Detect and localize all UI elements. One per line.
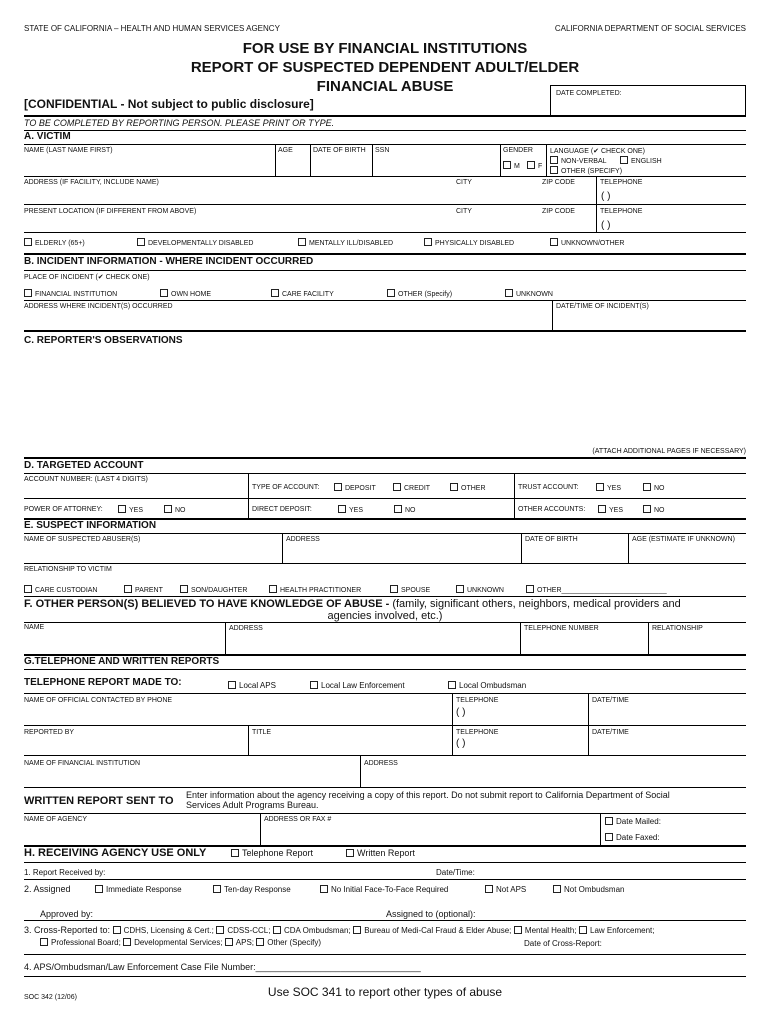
written-note-line1: Enter information about the agency receiving a copy of this report. Do not submit report to California Department of Social	[186, 790, 670, 800]
checkbox-icon	[298, 238, 306, 246]
other-telephone-label: TELEPHONE NUMBER	[524, 625, 599, 632]
date-cross-report-label: Date of Cross-Report:	[524, 939, 602, 948]
checkbox-icon	[216, 926, 224, 934]
rcv-tel-report-option[interactable]	[231, 848, 313, 858]
checkbox-icon	[124, 585, 132, 593]
place-unknown-option[interactable]	[505, 289, 553, 298]
tel-local-aps-option[interactable]	[228, 681, 276, 690]
spouse-label: SPOUSE	[401, 587, 431, 594]
cross-professional-option[interactable]	[40, 938, 121, 947]
language-other-label: OTHER (SPECIFY)	[561, 168, 623, 175]
checkbox-icon	[24, 289, 32, 297]
cross-aps-option[interactable]	[225, 938, 254, 947]
victim-city-label: CITY	[456, 179, 472, 186]
checkbox-icon	[160, 289, 168, 297]
rcv-tel-report-label: Telephone Report	[242, 848, 314, 858]
elderly-label: ELDERLY (65+)	[35, 240, 85, 247]
victim-elderly-option[interactable]	[24, 238, 85, 247]
place-care-facility-option[interactable]	[271, 289, 334, 298]
rel-spouse-option[interactable]	[390, 585, 430, 594]
written-note-line2: Services Adult Programs Bureau.	[186, 800, 319, 810]
section-h-heading: H. RECEIVING AGENCY USE ONLY	[24, 847, 207, 859]
received-datetime-label: Date/Time:	[436, 868, 475, 877]
trust-yes-option[interactable]	[596, 483, 621, 492]
tel-report-made-to: TELEPHONE REPORT MADE TO:	[24, 677, 182, 688]
place-other-label: OTHER (Specify)	[398, 291, 453, 298]
cross-other-option[interactable]	[256, 938, 321, 947]
cda-label: CDA Ombudsman;	[283, 926, 351, 935]
checkbox-icon	[390, 585, 398, 593]
cross-mental-option[interactable]	[514, 926, 577, 935]
checkbox-icon	[598, 505, 606, 513]
assigned-not-ombuds-option[interactable]	[553, 885, 624, 894]
checkbox-icon	[228, 681, 236, 689]
section-d-heading: D. TARGETED ACCOUNT	[24, 460, 144, 471]
local-ombuds-label: Local Ombudsman	[459, 681, 527, 690]
section-f-title: F. OTHER PERSON(S) BELIEVED TO HAVE KNOWLEDGE OF ABUSE -	[24, 598, 390, 610]
dd-no-option[interactable]	[394, 505, 416, 514]
english-label: ENGLISH	[631, 158, 662, 165]
date-mailed-option[interactable]	[605, 817, 661, 826]
agency-right: CALIFORNIA DEPARTMENT OF SOCIAL SERVICES	[554, 24, 746, 33]
assigned-immediate-option[interactable]	[95, 885, 182, 894]
language-label: LANGUAGE (✔ CHECK ONE)	[550, 148, 645, 155]
official-telephone-label: TELEPHONE	[456, 697, 499, 704]
checkbox-icon	[643, 505, 651, 513]
dd-no-label: NO	[405, 507, 416, 514]
present-location-label: PRESENT LOCATION (IF DIFFERENT FROM ABOVE)	[24, 208, 197, 215]
checkbox-icon	[424, 238, 432, 246]
checkbox-icon	[213, 885, 221, 893]
reported-datetime-label: DATE/TIME	[592, 729, 629, 736]
cdhs-label: CDHS, Licensing & Cert.;	[123, 926, 214, 935]
confidential-note: [CONFIDENTIAL - Not subject to public disclosure]	[24, 97, 314, 111]
date-faxed-label: Date Faxed:	[616, 833, 660, 842]
phys-disabled-label: PHYSICALLY DISABLED	[435, 240, 515, 247]
poa-label: POWER OF ATTORNEY:	[24, 506, 103, 513]
checkbox-icon	[123, 938, 131, 946]
account-credit-option[interactable]	[393, 483, 430, 492]
checkbox-icon	[40, 938, 48, 946]
instructions: TO BE COMPLETED BY REPORTING PERSON. PLEASE PRINT OR TYPE.	[24, 118, 335, 128]
checkbox-icon	[448, 681, 456, 689]
victim-phys-disabled-option[interactable]	[424, 238, 514, 247]
aps-label: APS;	[235, 938, 255, 947]
checkbox-icon	[550, 238, 558, 246]
checkbox-icon	[550, 166, 558, 174]
other-accounts-label: OTHER ACCOUNTS:	[518, 506, 586, 513]
checkbox-icon	[271, 289, 279, 297]
rel-unknown-label: UNKNOWN	[467, 587, 504, 594]
other-accounts-yes-option[interactable]	[598, 505, 623, 514]
account-other-option[interactable]	[450, 483, 486, 492]
poa-no-label: NO	[175, 507, 186, 514]
checkbox-icon	[269, 585, 277, 593]
fin-inst-label: NAME OF FINANCIAL INSTITUTION	[24, 760, 141, 767]
agency-address-label: ADDRESS OR FAX #	[264, 816, 332, 823]
section-g-heading: G.TELEPHONE AND WRITTEN REPORTS	[24, 656, 220, 667]
assigned-not-aps-option[interactable]	[485, 885, 526, 894]
professional-label: Professional Board;	[51, 938, 121, 947]
dev-disabled-label: DEVELOPMENTALLY DISABLED	[148, 240, 254, 247]
checkbox-icon	[164, 505, 172, 513]
checkbox-icon	[526, 585, 534, 593]
victim-mentally-ill-option[interactable]	[298, 238, 393, 247]
account-other-label: OTHER	[461, 485, 486, 492]
checkbox-icon	[620, 156, 628, 164]
checkbox-icon	[353, 926, 361, 934]
other-accounts-no-label: NO	[654, 507, 665, 514]
checkbox-icon	[346, 849, 354, 857]
not-aps-label: Not APS	[496, 885, 527, 894]
medical-label: Bureau of Medi-Cal Fraud & Elder Abuse;	[364, 926, 512, 935]
son-daughter-label: SON/DAUGHTER	[191, 587, 248, 594]
poa-yes-label: YES	[129, 507, 144, 514]
section-f-line2: agencies involved, etc.)	[327, 610, 443, 622]
ten-day-label: Ten-day Response	[224, 885, 291, 894]
case-file-label[interactable]: 4. APS/Ombudsman/Law Enforcement Case File Number:_________________________________	[24, 962, 421, 972]
victim-dob-label: DATE OF BIRTH	[313, 147, 366, 154]
care-facility-label: CARE FACILITY	[282, 291, 334, 298]
checkbox-icon	[310, 681, 318, 689]
local-aps-label: Local APS	[239, 681, 276, 690]
rel-unknown-option[interactable]	[456, 585, 504, 594]
gender-m-option[interactable]	[503, 161, 520, 170]
checkbox-icon	[485, 885, 493, 893]
section-b-heading: B. INCIDENT INFORMATION - WHERE INCIDENT OCCURRED	[24, 256, 314, 267]
checkbox-icon	[605, 817, 613, 825]
attach-note: (ATTACH ADDITIONAL PAGES IF NECESSARY)	[592, 448, 746, 455]
checkbox-icon	[387, 289, 395, 297]
assigned-ten-day-option[interactable]	[213, 885, 291, 894]
official-datetime-label: DATE/TIME	[592, 697, 629, 704]
incident-datetime-label: DATE/TIME OF INCIDENT(S)	[556, 303, 649, 310]
checkbox-icon	[24, 238, 32, 246]
title-line-1: FOR USE BY FINANCIAL INSTITUTIONS	[242, 40, 528, 57]
checkbox-icon	[450, 483, 458, 491]
section-c-heading: C. REPORTER'S OBSERVATIONS	[24, 335, 183, 346]
present-telephone-label: TELEPHONE	[600, 208, 643, 215]
account-number-label: ACCOUNT NUMBER: (LAST 4 DIGITS)	[24, 476, 148, 483]
agency-left: STATE OF CALIFORNIA – HEALTH AND HUMAN SERVICES AGENCY	[24, 24, 280, 33]
cross-law-option[interactable]	[579, 926, 654, 935]
cross-cdhs-option[interactable]	[113, 926, 214, 935]
checkbox-icon	[231, 849, 239, 857]
reported-telephone-label: TELEPHONE	[456, 729, 499, 736]
date-faxed-option[interactable]	[605, 833, 660, 842]
developmental-label: Developmental Services;	[134, 938, 223, 947]
checkbox-icon	[118, 505, 126, 513]
assigned-to-label: Assigned to (optional):	[386, 909, 476, 919]
credit-label: CREDIT	[404, 485, 431, 492]
checkbox-icon	[180, 585, 188, 593]
victim-dev-disabled-option[interactable]	[137, 238, 253, 247]
cross-reported-label: 3. Cross-Reported to:	[24, 925, 111, 935]
immediate-label: Immediate Response	[106, 885, 182, 894]
no-initial-label: No Initial Face-To-Face Required	[331, 885, 449, 894]
checkbox-icon	[393, 483, 401, 491]
suspect-dob-label: DATE OF BIRTH	[525, 536, 578, 543]
checkbox-icon	[605, 833, 613, 841]
trust-no-option[interactable]	[643, 483, 665, 492]
language-english-option[interactable]	[620, 156, 662, 165]
trust-account-label: TRUST ACCOUNT:	[518, 484, 579, 491]
other-name-label: NAME	[24, 624, 45, 631]
official-label: NAME OF OFFICIAL CONTACTED BY PHONE	[24, 697, 173, 704]
checkbox-icon	[550, 156, 558, 164]
local-law-label: Local Law Enforcement	[321, 681, 405, 690]
checkbox-icon	[137, 238, 145, 246]
cross-reported-row1	[24, 925, 655, 935]
gender-m-label: M	[514, 163, 520, 170]
checkbox-icon	[113, 926, 121, 934]
cross-other-label: Other (Specify)	[267, 938, 322, 947]
place-label: PLACE OF INCIDENT (✔ CHECK ONE)	[24, 274, 150, 281]
checkbox-icon	[273, 926, 281, 934]
agency-name-label: NAME OF AGENCY	[24, 816, 88, 823]
trust-yes-label: YES	[607, 485, 622, 492]
rel-other-option[interactable]	[526, 585, 667, 594]
reported-by-label: REPORTED BY	[24, 729, 75, 736]
section-a-heading: A. VICTIM	[24, 131, 71, 142]
assigned-label: 2. Assigned	[24, 884, 71, 894]
place-unknown-label: UNKNOWN	[516, 291, 553, 298]
checkbox-icon	[527, 161, 535, 169]
unknown-other-label: UNKNOWN/OTHER	[561, 240, 625, 247]
date-mailed-label: Date Mailed:	[616, 817, 661, 826]
checkbox-icon	[95, 885, 103, 893]
form-id: SOC 342 (12/06)	[24, 994, 77, 1001]
fin-inst-address-label: ADDRESS	[364, 760, 398, 767]
dd-yes-label: YES	[349, 507, 364, 514]
other-accounts-no-option[interactable]	[643, 505, 665, 514]
other-accounts-yes-label: YES	[609, 507, 624, 514]
place-financial-option[interactable]	[24, 289, 117, 298]
assigned-no-initial-option[interactable]	[320, 885, 448, 894]
relationship-label: RELATIONSHIP TO VICTIM	[24, 566, 112, 573]
health-practitioner-label: HEALTH PRACTITIONER	[280, 587, 362, 594]
direct-deposit-label: DIRECT DEPOSIT:	[252, 506, 312, 513]
care-custodian-label: CARE CUSTODIAN	[35, 587, 98, 594]
section-e-heading: E. SUSPECT INFORMATION	[24, 520, 157, 531]
written-report-sent-to: WRITTEN REPORT SENT TO	[24, 795, 174, 807]
incident-address-label: ADDRESS WHERE INCIDENT(S) OCCURRED	[24, 303, 173, 310]
title-line-3: FINANCIAL ABUSE	[316, 78, 454, 95]
checkbox-icon	[320, 885, 328, 893]
suspect-address-label: ADDRESS	[286, 536, 320, 543]
checkbox-icon	[225, 938, 233, 946]
cross-medical-option[interactable]	[353, 926, 511, 935]
checkbox-icon	[334, 483, 342, 491]
language-other-option[interactable]	[550, 166, 622, 175]
language-nonverbal-option[interactable]	[550, 156, 607, 165]
not-ombuds-label: Not Ombudsman	[564, 885, 625, 894]
cross-developmental-option[interactable]	[123, 938, 222, 947]
checkbox-icon	[514, 926, 522, 934]
dd-yes-option[interactable]	[338, 505, 363, 514]
mentally-ill-label: MENTALLY ILL/DISABLED	[309, 240, 394, 247]
cdss-label: CDSS-CCL;	[227, 926, 271, 935]
reported-phone-field[interactable]: ( )	[456, 738, 466, 749]
present-phone-field[interactable]: ( )	[601, 220, 611, 231]
rel-care-custodian-option[interactable]	[24, 585, 98, 594]
footer-note: Use SOC 341 to report other types of abuse	[267, 985, 503, 999]
checkbox-icon	[505, 289, 513, 297]
checkbox-icon	[256, 938, 264, 946]
victim-address-label: ADDRESS (IF FACILITY, INCLUDE NAME)	[24, 179, 159, 186]
victim-phone-field[interactable]: ( )	[601, 191, 611, 202]
rcv-written-report-label: Written Report	[357, 848, 415, 858]
cross-cdss-option[interactable]	[216, 926, 270, 935]
checkbox-icon	[596, 483, 604, 491]
checkbox-icon	[338, 505, 346, 513]
rel-health-option[interactable]	[269, 585, 361, 594]
received-by-label: 1. Report Received by:	[24, 868, 106, 877]
victim-age-label: AGE	[278, 147, 293, 154]
reported-title-label: TITLE	[252, 729, 272, 736]
place-own-home-option[interactable]	[160, 289, 211, 298]
gender-f-label: F	[538, 163, 543, 170]
deposit-label: DEPOSIT	[345, 485, 376, 492]
official-phone-field[interactable]: ( )	[456, 707, 466, 718]
suspect-age-label: AGE (ESTIMATE IF UNKNOWN)	[632, 536, 735, 543]
victim-ssn-label: SSN	[375, 147, 390, 154]
poa-yes-option[interactable]	[118, 505, 143, 514]
title-line-2: REPORT OF SUSPECTED DEPENDENT ADULT/ELDER	[190, 59, 580, 76]
observations-area[interactable]	[24, 350, 746, 446]
date-completed-label: DATE COMPLETED:	[556, 90, 622, 97]
checkbox-icon	[643, 483, 651, 491]
tel-local-law-option[interactable]	[310, 681, 405, 690]
rel-son-daughter-option[interactable]	[180, 585, 247, 594]
present-city-label: CITY	[456, 208, 472, 215]
checkbox-icon	[579, 926, 587, 934]
section-f-tail: (family, significant others, neighbors, medical providers and	[389, 598, 681, 610]
tel-local-ombuds-option[interactable]	[448, 681, 526, 690]
poa-no-option[interactable]	[164, 505, 186, 514]
rel-parent-option[interactable]	[124, 585, 163, 594]
cross-reported-row2	[40, 938, 321, 947]
checkbox-icon	[553, 885, 561, 893]
law-label: Law Enforcement;	[590, 926, 655, 935]
checkbox-icon	[503, 161, 511, 169]
approved-by-label: Approved by:	[40, 909, 94, 919]
present-zip-label: ZIP CODE	[542, 208, 575, 215]
suspect-name-label: NAME OF SUSPECTED ABUSER(S)	[24, 536, 141, 543]
financial-inst-label: FINANCIAL INSTITUTION	[35, 291, 118, 298]
account-deposit-option[interactable]	[334, 483, 376, 492]
other-relationship-label: RELATIONSHIP	[652, 625, 703, 632]
victim-zip-label: ZIP CODE	[542, 179, 575, 186]
cross-cda-option[interactable]	[273, 926, 351, 935]
rel-other-label: OTHER___________________________	[537, 587, 667, 594]
checkbox-icon	[456, 585, 464, 593]
section-f-heading	[24, 598, 681, 610]
victim-gender-label: GENDER	[503, 147, 533, 154]
victim-name-label: NAME (LAST NAME FIRST)	[24, 147, 113, 154]
checkbox-icon	[394, 505, 402, 513]
place-other-option[interactable]	[387, 289, 452, 298]
other-address-label: ADDRESS	[229, 625, 263, 632]
victim-unknown-option[interactable]	[550, 238, 624, 247]
mental-label: Mental Health;	[524, 926, 577, 935]
account-type-label: TYPE OF ACCOUNT:	[252, 484, 320, 491]
rcv-written-report-option[interactable]	[346, 848, 415, 858]
checkbox-icon	[24, 585, 32, 593]
nonverbal-label: NON-VERBAL	[561, 158, 607, 165]
victim-telephone-label: TELEPHONE	[600, 179, 643, 186]
gender-f-option[interactable]	[527, 161, 542, 170]
own-home-label: OWN HOME	[171, 291, 212, 298]
parent-label: PARENT	[135, 587, 163, 594]
trust-no-label: NO	[654, 485, 665, 492]
